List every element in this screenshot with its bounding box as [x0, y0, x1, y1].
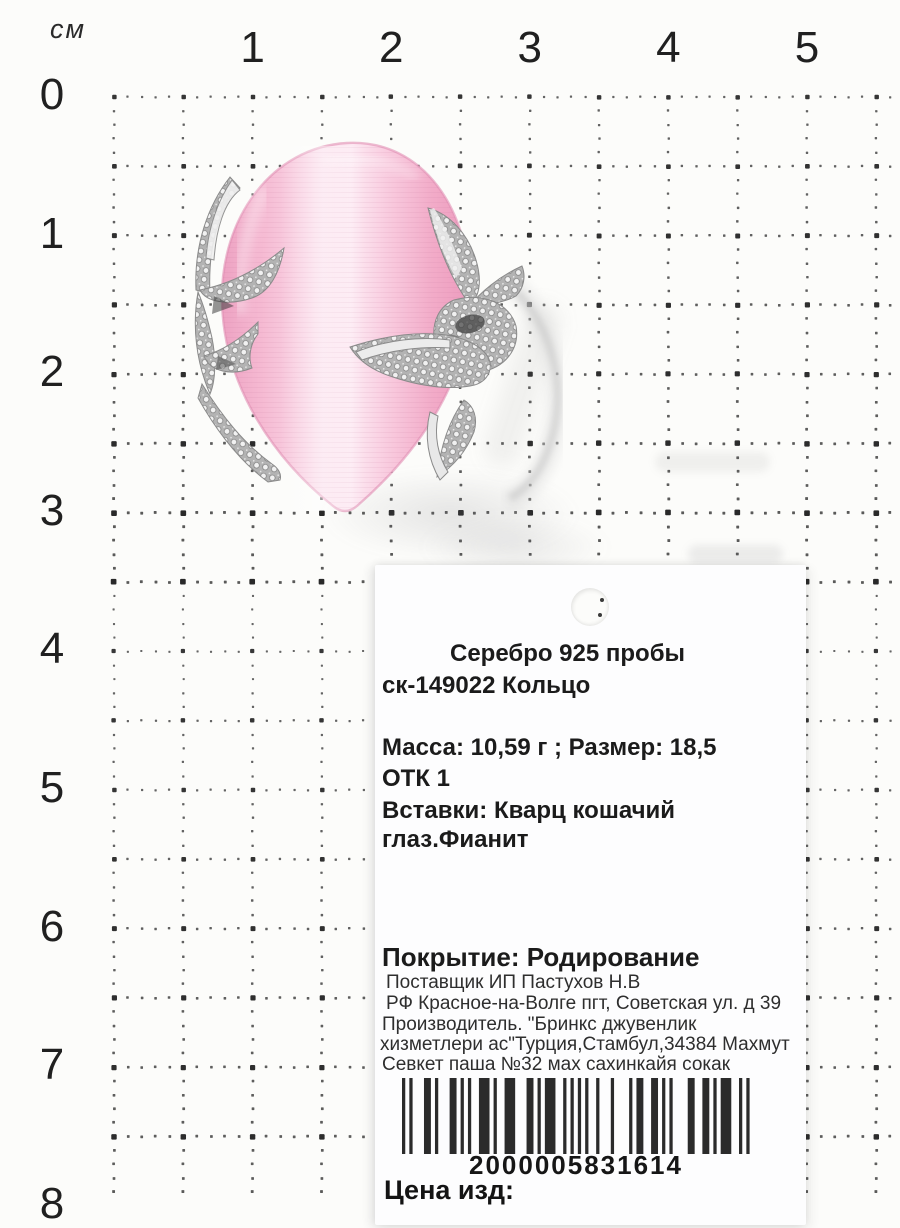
- ring-shank: [506, 285, 558, 504]
- tag-inserts-1: Вставки: Кварц кошачий: [382, 797, 676, 824]
- ruler-number-left: 2: [39, 347, 65, 397]
- ruler-number-left: 6: [39, 901, 65, 951]
- ruler-number-top: 1: [240, 23, 265, 72]
- ruler-number-top: 2: [378, 23, 404, 72]
- tag-article: ск-149022 Кольцо: [382, 672, 591, 699]
- barcode-number: 2000005831614: [469, 1150, 683, 1180]
- product-tag: [375, 565, 806, 1225]
- tag-manufacturer-1: Производитель. "Бринкс джувенлик: [382, 1014, 697, 1035]
- tag-title: Серебро 925 пробы: [450, 640, 686, 667]
- tag-punch-hole: [571, 588, 609, 626]
- ruler-number-left: 3: [39, 485, 65, 535]
- tag-mass-size: Масса: 10,59 г ; Размер: 18,5: [382, 734, 717, 761]
- tag-manufacturer-3: Севкет паша №32 мах сахинкайя сокак: [382, 1054, 731, 1075]
- ruler-unit-label: см: [50, 14, 87, 44]
- tag-coating: Покрытие: Родирование: [382, 942, 700, 972]
- ruler-number-top: 4: [656, 23, 681, 72]
- tag-manufacturer-2: хизметлери ас"Турция,Стамбул,34384 Махмут: [380, 1034, 790, 1055]
- price-label: Цена изд:: [384, 1175, 515, 1205]
- hole-speck: [598, 613, 602, 617]
- ring-photo: [118, 100, 588, 590]
- ruler-number-left: 8: [39, 1178, 65, 1228]
- tag-supplier-1: Поставщик ИП Пастухов Н.В: [386, 972, 641, 993]
- ruler-number-left: 0: [39, 70, 65, 119]
- barcode: [402, 1077, 750, 1155]
- ruler-number-left: 7: [39, 1040, 65, 1090]
- ruler-number-top: 5: [794, 23, 820, 72]
- tag-inserts-2: глаз.Фианит: [382, 826, 529, 853]
- ruler-number-top: 3: [517, 23, 543, 72]
- tag-supplier-2: РФ Красное-на-Волге пгт, Советская ул. д 39: [386, 993, 782, 1014]
- ruler-number-left: 5: [39, 763, 65, 812]
- hole-speck: [600, 598, 604, 602]
- ruler-number-left: 4: [39, 624, 65, 674]
- tag-otk: ОТК 1: [382, 765, 450, 792]
- ruler-number-left: 1: [39, 208, 65, 258]
